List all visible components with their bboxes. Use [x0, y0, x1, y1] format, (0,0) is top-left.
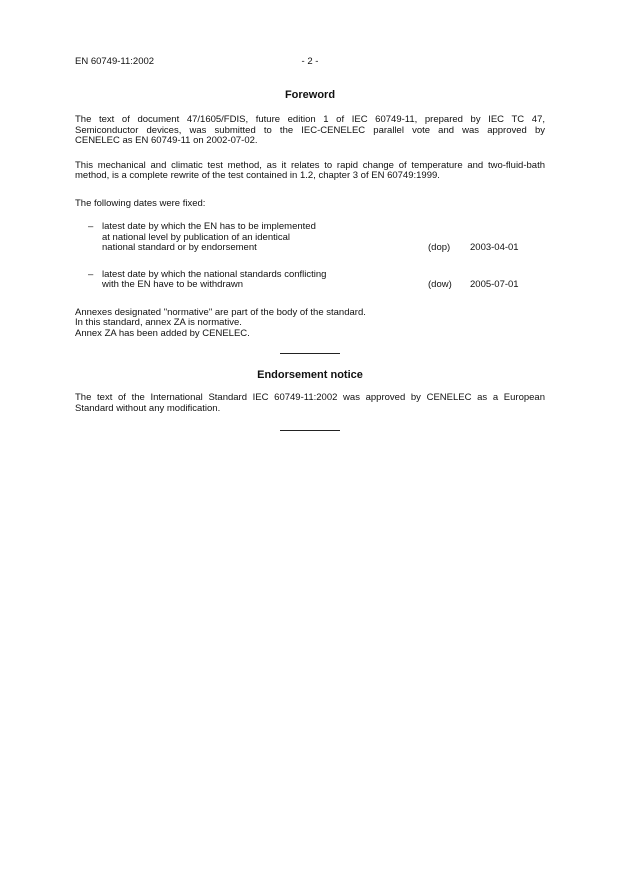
dash-bullet: –	[88, 268, 94, 280]
list-item-line: national standard or by endorsement	[102, 242, 257, 253]
endorsement-title: Endorsement notice	[257, 369, 363, 381]
paragraph-line: The text of document 47/1605/FDIS, future edition 1 of IEC 60749-11, prepared by IEC TC 47,	[75, 114, 545, 125]
page-number: - 2 -	[301, 56, 319, 67]
section-divider	[280, 353, 340, 354]
list-item-line: with the EN have to be withdrawn	[102, 279, 243, 290]
fixed-dates-list	[75, 222, 545, 291]
date-code-dop: (dop)	[428, 242, 451, 253]
endorsement-paragraph	[75, 393, 545, 414]
dates-intro-text: The following dates were fixed:	[75, 197, 206, 209]
paragraph-line: The text of the International Standard IEC 60749-11:2002 was approved by CENELEC as a European	[75, 392, 545, 403]
foreword-paragraph-2	[75, 161, 545, 182]
paragraph-line: method, is a complete rewrite of the test contained in 1.2, chapter 3 of EN 60749:1999.	[75, 170, 440, 181]
date-value-dop: 2003-04-01	[470, 242, 519, 253]
paragraph-line: CENELEC as EN 60749-11 on 2002-07-02.	[75, 135, 258, 146]
annex-notes	[75, 308, 545, 340]
list-item-line: latest date by which the national standards conflicting	[102, 268, 327, 280]
annex-note-line: Annexes designated "normative" are part of the body of the standard.	[75, 306, 366, 318]
list-item-line: latest date by which the EN has to be implemented	[102, 221, 316, 232]
list-item-text	[102, 222, 428, 254]
list-item-text	[102, 270, 428, 291]
dash-bullet: –	[88, 221, 94, 232]
paragraph-line: This mechanical and climatic test method, as it relates to rapid change of temperature and two-fluid-bath	[75, 159, 545, 171]
foreword-title: Foreword	[284, 89, 336, 101]
annex-note-line: Annex ZA has been added by CENELEC.	[75, 327, 250, 339]
document-reference: EN 60749-11:2002	[75, 56, 155, 67]
page-header	[75, 57, 545, 68]
list-item-dop	[75, 222, 545, 254]
paragraph-line: Semiconductor devices, was submitted to the IEC-CENELEC parallel vote and was approved by	[75, 124, 545, 136]
date-value-dow: 2005-07-01	[470, 279, 519, 290]
annex-note-line: In this standard, annex ZA is normative.	[75, 317, 242, 328]
section-divider	[280, 430, 340, 431]
foreword-paragraph-1	[75, 115, 545, 147]
list-item-line: at national level by publication of an identical	[102, 231, 291, 243]
date-code-dow: (dow)	[428, 279, 452, 290]
paragraph-line: Standard without any modification.	[75, 402, 221, 414]
list-item-dow	[75, 270, 545, 291]
